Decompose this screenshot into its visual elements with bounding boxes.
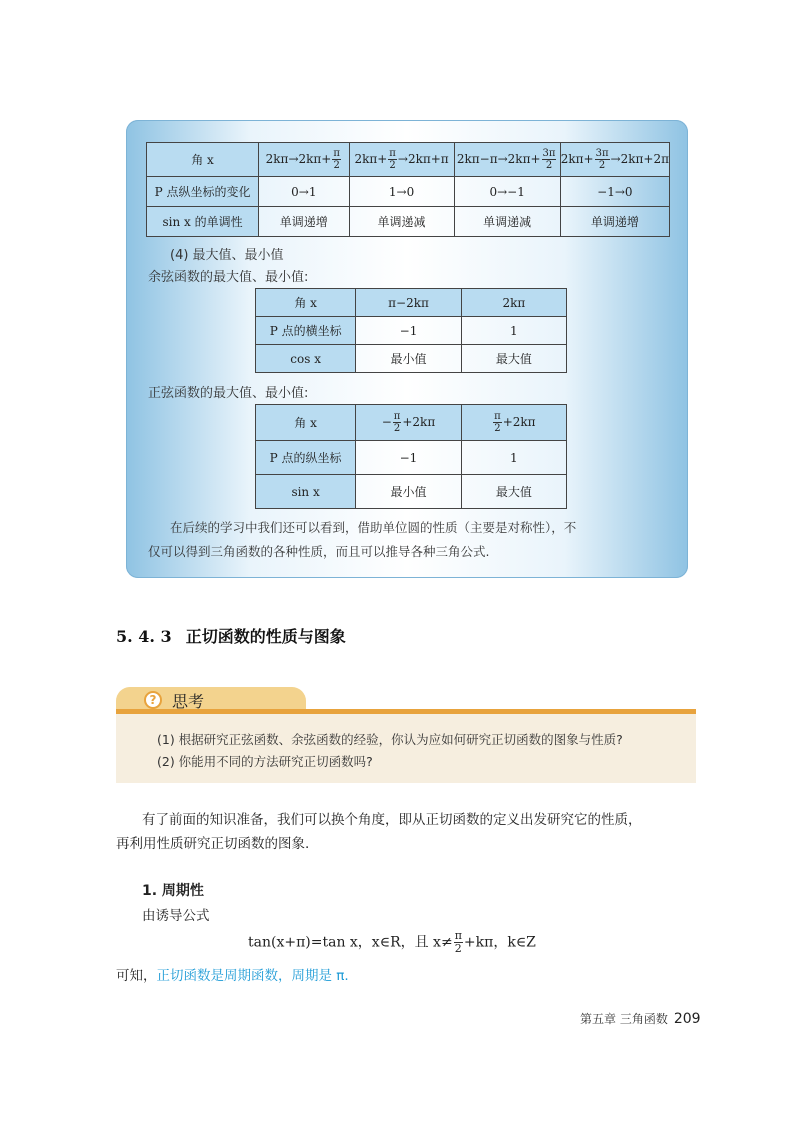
row-label: P 点的横坐标 [256, 317, 356, 345]
table-cell: −1 [356, 441, 462, 475]
table-cell: 最小值 [356, 345, 461, 373]
question-icon: ? [144, 691, 162, 709]
panel-closing-line-2: 仅可以得到三角函数的各种性质，而且可以推导各种三角公式. [148, 544, 490, 559]
row-label: P 点的纵坐标 [256, 441, 356, 475]
row-label: cos x [256, 345, 356, 373]
table-row [256, 475, 567, 509]
chapter-label: 第五章 三角函数 [580, 1012, 668, 1026]
sin-heading: 正弦函数的最大值、最小值: [148, 386, 309, 401]
table-cell: 1→0 [349, 177, 454, 207]
tan-period-formula: tan(x+π)=tan x，x∈R，且 x≠ $\frac{\pi}{2}$ +kπ，k∈Z [248, 929, 536, 955]
table-cell: 最小值 [356, 475, 462, 509]
max-min-heading: (4) 最大值、最小值 [170, 248, 284, 263]
periodicity-heading: 1. 周期性 [142, 883, 204, 899]
table-cell: −1→0 [560, 177, 669, 207]
table-row [147, 143, 670, 177]
table-cell: 最大值 [461, 345, 566, 373]
table-cell: 0→1 [259, 177, 349, 207]
think-question-1: (1) 根据研究正弦函数、余弦函数的经验，你认为应如何研究正切函数的图象与性质? [157, 732, 623, 747]
section-title: 正切函数的性质与图象 [185, 627, 346, 646]
row-label: 角 x [256, 289, 356, 317]
row-label: sin x 的单调性 [147, 207, 259, 237]
page-footer [580, 1010, 701, 1027]
intro-line-1: 有了前面的知识准备，我们可以换个角度，即从正切函数的定义出发研究它的性质， [142, 812, 642, 828]
table-cell: 单调递减 [454, 207, 560, 237]
think-title: 思考 [172, 692, 205, 711]
table-cell: 单调递增 [259, 207, 349, 237]
table-row [256, 317, 567, 345]
table-row [256, 345, 567, 373]
periodicity-lead: 由诱导公式 [142, 908, 210, 924]
table-cell: 0→−1 [454, 177, 560, 207]
table-cell: 单调递减 [349, 207, 454, 237]
think-question-2: (2) 你能用不同的方法研究正切函数吗? [157, 754, 373, 769]
interval-cell: 2kπ→2kπ+ $\frac{\pi}{2}$ [259, 143, 349, 177]
table-cell: 1 [461, 441, 566, 475]
table-cell: π−2kπ [356, 289, 461, 317]
section-number: 5. 4. 3 [116, 627, 172, 646]
table-cell: 单调递增 [560, 207, 669, 237]
angle-header-label: 角 x [147, 143, 259, 177]
table-row [256, 289, 567, 317]
table-row [256, 441, 567, 475]
row-label: P 点纵坐标的变化 [147, 177, 259, 207]
row-label: sin x [256, 475, 356, 509]
table-cell: 最大值 [461, 475, 566, 509]
page-number: 209 [673, 1011, 701, 1027]
table-row [147, 207, 670, 237]
section-heading [116, 624, 346, 647]
conclusion-highlight: 正切函数是周期函数，周期是 π. [156, 968, 349, 984]
table-cell: 1 [461, 317, 566, 345]
periodicity-conclusion: 可知，正切函数是周期函数，周期是 π. [116, 968, 349, 984]
intro-line-2: 再利用性质研究正切函数的图象. [116, 836, 310, 852]
panel-closing-line-1: 在后续的学习中我们还可以看到，借助单位圆的性质（主要是对称性），不 [170, 520, 577, 535]
think-box [116, 714, 696, 783]
sin-extrema-table [255, 404, 567, 509]
sin-monotonicity-table [146, 142, 670, 237]
table-cell: −1 [356, 317, 461, 345]
interval-cell: 2kπ+ $\frac{3\pi}{2}$ →2kπ+2π [560, 143, 669, 177]
row-label: 角 x [256, 405, 356, 441]
cos-heading: 余弦函数的最大值、最小值: [148, 270, 309, 285]
table-cell: 2kπ [461, 289, 566, 317]
table-row [147, 177, 670, 207]
cos-extrema-table [255, 288, 567, 373]
interval-cell: 2kπ+ $\frac{\pi}{2}$ →2kπ+π [349, 143, 454, 177]
table-cell: − $\frac{\pi}{2}$ +2kπ [356, 405, 462, 441]
table-cell: $\frac{\pi}{2}$ +2kπ [461, 405, 566, 441]
table-row [256, 405, 567, 441]
interval-cell: 2kπ−π→2kπ+ $\frac{3\pi}{2}$ [454, 143, 560, 177]
